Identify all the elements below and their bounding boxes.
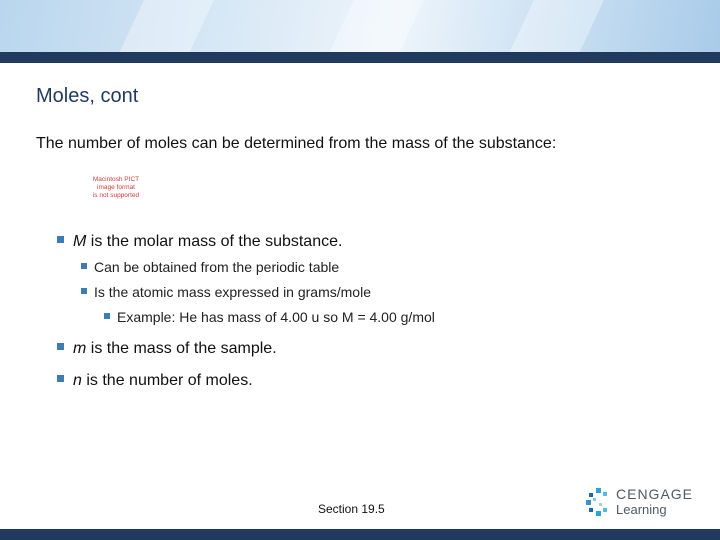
bullet-text: is the molar mass of the substance. — [86, 233, 343, 250]
bullet-text: Is the atomic mass expressed in grams/mole — [94, 284, 371, 300]
top-rule — [0, 52, 720, 63]
footer-section-label: Section 19.5 — [318, 502, 385, 516]
cengage-logo — [584, 486, 694, 520]
bullet-marker — [57, 236, 64, 243]
bullet-molar-mass — [57, 233, 342, 251]
bullet-marker — [81, 288, 87, 294]
sub-sub-bullet-example — [104, 309, 435, 325]
bullet-moles — [57, 372, 253, 390]
variable-symbol: m — [73, 340, 87, 357]
bullet-marker — [57, 343, 64, 350]
unsupported-image-placeholder — [84, 176, 148, 204]
variable-symbol: M — [73, 233, 87, 250]
cengage-logo-icon — [584, 487, 612, 517]
bullet-text: is the mass of the sample. — [86, 340, 277, 357]
logo-wordmark: CENGAGE — [616, 486, 694, 502]
sub-bullet-atomic — [81, 284, 371, 300]
bottom-rule — [0, 529, 720, 540]
placeholder-line: is not supported — [92, 192, 140, 199]
bullet-text: is the number of moles. — [81, 372, 253, 389]
bullet-marker — [104, 313, 110, 319]
logo-subwordmark: Learning — [616, 502, 667, 517]
slide-title: Moles, cont — [36, 85, 139, 107]
variable-symbol: n — [73, 372, 82, 389]
placeholder-line: image format — [97, 184, 135, 191]
placeholder-line: Macintosh PICT — [92, 176, 140, 183]
banner-streak — [317, 0, 434, 52]
banner-streak — [497, 0, 614, 52]
sub-bullet-periodic — [81, 259, 339, 275]
bullet-sample-mass — [57, 340, 277, 358]
intro-text: The number of moles can be determined from the mass of the substance: — [36, 135, 557, 152]
bullet-text: Can be obtained from the periodic table — [94, 259, 340, 275]
banner-streak — [107, 0, 224, 52]
bullet-text: Example: He has mass of 4.00 u so M = 4.00 g/mol — [117, 309, 435, 325]
bullet-marker — [57, 375, 64, 382]
bullet-marker — [81, 263, 87, 269]
top-banner — [0, 0, 720, 52]
